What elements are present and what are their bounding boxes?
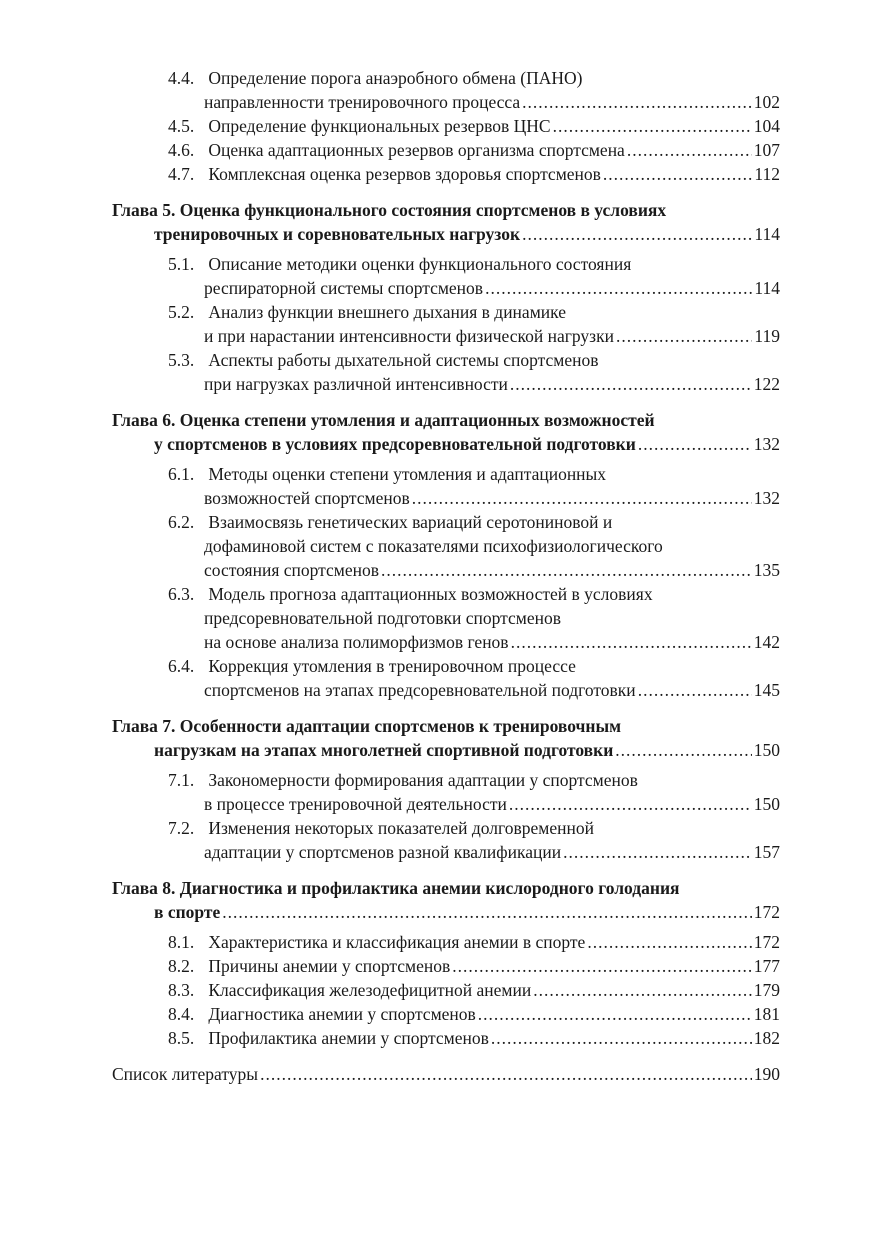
toc-entry-5-3[interactable]	[112, 348, 780, 396]
page-number: 145	[753, 680, 780, 700]
page-number: 112	[754, 164, 780, 184]
entry-title: Диагностика анемии у спортсменов	[208, 1004, 476, 1024]
chapter-title-cont: у спортсменов в условиях предсоревновательной подготовки	[154, 434, 636, 454]
entry-number: 5.2.	[168, 302, 195, 322]
entry-title: Список литературы	[112, 1064, 259, 1084]
entry-title: Определение функциональных резервов ЦНС	[208, 116, 551, 136]
dot-leader	[260, 1062, 752, 1086]
toc-entry-8-4[interactable]	[112, 1002, 780, 1026]
entry-number: 5.3.	[168, 350, 195, 370]
entry-number: 5.1.	[168, 254, 195, 274]
page-number: 135	[753, 560, 780, 580]
entry-title: Определение порога анаэробного обмена (ПАНО)	[208, 68, 583, 88]
dot-leader	[522, 90, 752, 114]
page-number: 142	[753, 632, 780, 652]
entry-title-cont: на основе анализа полиморфизмов генов	[204, 632, 509, 652]
toc-entry-bibliography[interactable]	[112, 1062, 780, 1086]
chapter-title-cont: в спорте	[154, 902, 221, 922]
dot-leader	[533, 978, 752, 1002]
page-number: 132	[753, 434, 780, 454]
entry-number: 4.7.	[168, 164, 195, 184]
toc-entry-4-6[interactable]	[112, 138, 780, 162]
toc-entry-8-5[interactable]	[112, 1026, 780, 1050]
dot-leader	[553, 114, 752, 138]
page-number: 114	[754, 278, 780, 298]
entry-number: 6.2.	[168, 512, 195, 532]
entry-number: 8.2.	[168, 956, 195, 976]
page-number: 177	[753, 956, 780, 976]
entry-number: 6.1.	[168, 464, 195, 484]
entry-title: Комплексная оценка резервов здоровья спортсменов	[208, 164, 601, 184]
toc-chapter-5[interactable]	[112, 198, 780, 246]
entry-title: Модель прогноза адаптационных возможностей в условиях	[208, 584, 653, 604]
dot-leader	[563, 840, 752, 864]
dot-leader	[478, 1002, 752, 1026]
page-number: 102	[753, 92, 780, 112]
entry-title: Взаимосвязь генетических вариаций серотониновой и	[208, 512, 613, 532]
entry-number: 4.5.	[168, 116, 195, 136]
chapter-title: Глава 6. Оценка степени утомления и адаптационных возможностей	[112, 410, 655, 430]
entry-title-cont: в процессе тренировочной деятельности	[204, 794, 507, 814]
entry-title-cont: спортсменов на этапах предсоревновательной подготовки	[204, 680, 636, 700]
dot-leader	[509, 792, 752, 816]
toc-chapter-7[interactable]	[112, 714, 780, 762]
toc-entry-5-1[interactable]	[112, 252, 780, 300]
entry-number: 8.1.	[168, 932, 195, 952]
dot-leader	[381, 558, 752, 582]
chapter-title-cont: тренировочных и соревновательных нагрузок	[154, 224, 521, 244]
page-number: 157	[753, 842, 780, 862]
entry-title: Аспекты работы дыхательной системы спортсменов	[208, 350, 599, 370]
chapter-title: Глава 8. Диагностика и профилактика анемии кислородного голодания	[112, 878, 680, 898]
entry-title: Методы оценки степени утомления и адаптационных	[208, 464, 607, 484]
entry-number: 6.4.	[168, 656, 195, 676]
page-number: 190	[753, 1064, 780, 1084]
dot-leader	[627, 138, 752, 162]
entry-title-cont: респираторной системы спортсменов	[204, 278, 484, 298]
dot-leader	[638, 432, 752, 456]
chapter-title-cont: нагрузкам на этапах многолетней спортивной подготовки	[154, 740, 614, 760]
entry-title-cont: при нагрузках различной интенсивности	[204, 374, 508, 394]
dot-leader	[615, 738, 751, 762]
entry-number: 7.1.	[168, 770, 195, 790]
dot-leader	[491, 1026, 752, 1050]
toc-entry-6-3[interactable]	[112, 582, 780, 654]
page-number: 150	[753, 794, 780, 814]
entry-title-cont: адаптации у спортсменов разной квалификации	[204, 842, 562, 862]
toc-entry-6-1[interactable]	[112, 462, 780, 510]
toc-chapter-8[interactable]	[112, 876, 780, 924]
entry-number: 6.3.	[168, 584, 195, 604]
toc-entry-7-1[interactable]	[112, 768, 780, 816]
entry-title: Характеристика и классификация анемии в спорте	[208, 932, 586, 952]
toc-chapter-6[interactable]	[112, 408, 780, 456]
page-number: 107	[753, 140, 780, 160]
page-number: 122	[753, 374, 780, 394]
toc-entry-6-2[interactable]	[112, 510, 780, 582]
entry-title: Изменения некоторых показателей долговременной	[208, 818, 594, 838]
entry-title-cont: дофаминовой систем с показателями психофизиологического	[204, 536, 663, 556]
chapter-title: Глава 5. Оценка функционального состояния спортсменов в условиях	[112, 200, 667, 220]
page-number: 119	[754, 326, 780, 346]
entry-number: 4.4.	[168, 68, 195, 88]
page-number: 114	[754, 224, 780, 244]
entry-title: Классификация железодефицитной анемии	[208, 980, 532, 1000]
entry-title: Описание методики оценки функционального состояния	[208, 254, 632, 274]
entry-title: Оценка адаптационных резервов организма спортсмена	[208, 140, 625, 160]
table-of-contents	[112, 66, 780, 1086]
dot-leader	[485, 276, 752, 300]
entry-title: Причины анемии у спортсменов	[208, 956, 451, 976]
page-number: 181	[753, 1004, 780, 1024]
dot-leader	[638, 678, 752, 702]
toc-entry-5-2[interactable]	[112, 300, 780, 348]
toc-entry-4-4[interactable]	[112, 66, 780, 114]
toc-entry-6-4[interactable]	[112, 654, 780, 702]
toc-entry-7-2[interactable]	[112, 816, 780, 864]
entry-title: Анализ функции внешнего дыхания в динамике	[208, 302, 566, 322]
toc-entry-4-5[interactable]	[112, 114, 780, 138]
dot-leader	[412, 486, 752, 510]
page-number: 172	[753, 932, 780, 952]
dot-leader	[511, 630, 752, 654]
entry-number: 8.5.	[168, 1028, 195, 1048]
entry-number: 8.3.	[168, 980, 195, 1000]
entry-number: 7.2.	[168, 818, 195, 838]
page-number: 182	[753, 1028, 780, 1048]
dot-leader	[603, 162, 752, 186]
entry-title-cont: предсоревновательной подготовки спортсменов	[204, 608, 561, 628]
page-number: 132	[753, 488, 780, 508]
page-number: 179	[753, 980, 780, 1000]
entry-title-cont: направленности тренировочного процесса	[204, 92, 521, 112]
entry-title-cont: состояния спортсменов	[204, 560, 380, 580]
entry-title-cont: и при нарастании интенсивности физической нагрузки	[204, 326, 614, 346]
dot-leader	[510, 372, 752, 396]
page-number: 172	[753, 902, 780, 922]
toc-entry-8-3[interactable]	[112, 978, 780, 1002]
page-number: 150	[753, 740, 780, 760]
dot-leader	[522, 222, 752, 246]
dot-leader	[616, 324, 752, 348]
page-number: 104	[753, 116, 780, 136]
entry-number: 8.4.	[168, 1004, 195, 1024]
toc-entry-8-1[interactable]	[112, 930, 780, 954]
entry-title: Профилактика анемии у спортсменов	[208, 1028, 489, 1048]
entry-title-cont: возможностей спортсменов	[204, 488, 410, 508]
entry-number: 4.6.	[168, 140, 195, 160]
dot-leader	[452, 954, 752, 978]
chapter-title: Глава 7. Особенности адаптации спортсменов к тренировочным	[112, 716, 622, 736]
dot-leader	[587, 930, 751, 954]
toc-entry-8-2[interactable]	[112, 954, 780, 978]
dot-leader	[222, 900, 751, 924]
toc-entry-4-7[interactable]	[112, 162, 780, 186]
entry-title: Коррекция утомления в тренировочном процессе	[208, 656, 576, 676]
entry-title: Закономерности формирования адаптации у спортсменов	[208, 770, 638, 790]
